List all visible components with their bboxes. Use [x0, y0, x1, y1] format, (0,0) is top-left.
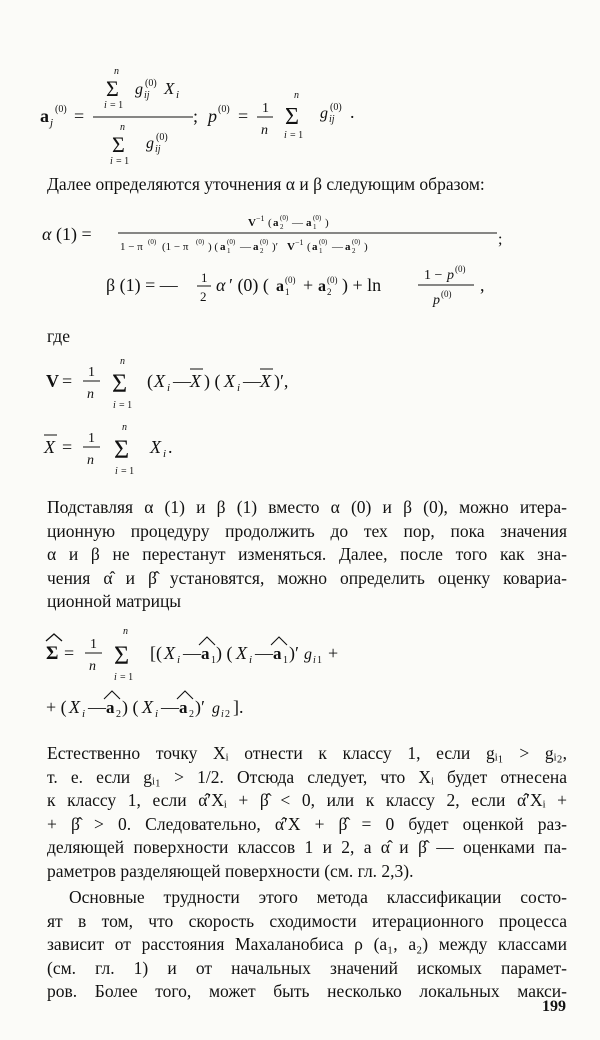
svg-text:X: X	[236, 643, 247, 663]
svg-text:n: n	[122, 422, 127, 433]
svg-text:i: i	[237, 382, 241, 394]
svg-text:= 1: = 1	[290, 130, 304, 141]
svg-text:X: X	[150, 437, 161, 457]
where-label: где	[47, 326, 70, 346]
svg-text:i: i	[313, 655, 316, 666]
svg-text:1 −: 1 −	[424, 268, 443, 283]
svg-text:—: —	[240, 241, 251, 253]
text-line: ционной матрицы	[47, 591, 182, 611]
svg-text:(0): (0)	[280, 214, 289, 222]
svg-text:a: a	[106, 698, 115, 717]
svg-text:p: p	[208, 106, 217, 126]
svg-text:α: α	[42, 224, 52, 244]
svg-text:1: 1	[201, 270, 208, 285]
svg-text:—: —	[243, 371, 261, 391]
svg-text:=: =	[238, 106, 249, 126]
svg-text:1: 1	[88, 365, 95, 380]
svg-text:g: g	[135, 81, 143, 98]
svg-text:g: g	[304, 646, 312, 663]
svg-text:2: 2	[189, 709, 194, 720]
svg-text:(0): (0)	[319, 238, 328, 246]
svg-text:) (: ) (	[122, 697, 139, 717]
svg-text:): )	[364, 241, 368, 253]
svg-text:) (: ) (	[204, 371, 221, 391]
svg-text:X: X	[224, 371, 235, 391]
svg-text:n: n	[114, 66, 119, 77]
svg-text:—: —	[183, 643, 201, 663]
svg-text:p: p	[433, 293, 440, 308]
svg-text:1: 1	[262, 101, 269, 116]
svg-text:i: i	[110, 156, 113, 167]
svg-text:′ (0) (: ′ (0) (	[229, 275, 269, 295]
svg-text:)′,: )′,	[274, 371, 289, 391]
text-line: деляющей поверхности классов 1 и 2, а α̂ и β̂ — оценками па-	[47, 837, 567, 857]
svg-text:.: .	[350, 102, 355, 122]
svg-text:i: i	[114, 672, 117, 683]
svg-text:—: —	[292, 217, 303, 229]
svg-text:n: n	[120, 356, 125, 367]
svg-text:= 1: = 1	[119, 400, 133, 411]
svg-text:a: a	[273, 644, 282, 663]
text-line: т. е. если gᵢ₁ > 1/2. Отсюда следует, что Xᵢ будет отнесена	[47, 766, 567, 787]
svg-text:(0): (0)	[227, 238, 236, 246]
svg-text:=: =	[74, 106, 85, 126]
svg-text:2: 2	[327, 287, 332, 297]
svg-text:—: —	[255, 643, 273, 663]
svg-text:X: X	[154, 371, 165, 391]
svg-text:(0): (0)	[441, 289, 452, 299]
svg-text:+ (: + (	[46, 697, 67, 717]
svg-text:i: i	[163, 448, 167, 460]
svg-text:)′: )′	[289, 643, 299, 663]
svg-text:X: X	[164, 79, 175, 98]
text-line: Основные трудности этого метода классификации состо-	[69, 887, 567, 907]
svg-text:(0): (0)	[196, 238, 205, 246]
svg-text:1 − π: 1 − π	[120, 241, 143, 253]
svg-text:Σ: Σ	[285, 104, 299, 130]
svg-text:)′: )′	[195, 697, 205, 717]
svg-text:X: X	[44, 437, 55, 457]
svg-text:.: .	[168, 437, 173, 457]
svg-text:].: ].	[233, 697, 244, 717]
svg-text:—: —	[88, 697, 106, 717]
svg-text:(0): (0)	[313, 214, 322, 222]
svg-text:1: 1	[227, 247, 231, 255]
svg-text:j: j	[50, 117, 54, 129]
svg-text:(0): (0)	[55, 104, 67, 115]
svg-text:V: V	[248, 217, 256, 229]
text-line: Подставляя α (1) и β (1) вместо α (0) и β (0), можно итера-	[47, 497, 567, 517]
svg-text:=: =	[62, 437, 73, 457]
svg-text:(0): (0)	[352, 238, 361, 246]
svg-text:a: a	[312, 241, 318, 253]
svg-text:(1) =: (1) =	[56, 224, 92, 244]
svg-text:2: 2	[225, 709, 230, 720]
svg-text:g: g	[212, 700, 220, 717]
text-line: (см. гл. 1) и от начальных значений искомых парамет-	[47, 957, 567, 978]
svg-text:a: a	[253, 241, 259, 253]
svg-text:,: ,	[480, 275, 485, 295]
svg-text:i: i	[113, 400, 116, 411]
svg-text:Σ: Σ	[46, 643, 59, 664]
page-number: 199	[542, 998, 566, 1015]
svg-text:i: i	[284, 130, 287, 141]
svg-text:1: 1	[88, 431, 95, 446]
svg-text:g: g	[146, 135, 154, 152]
svg-text:) (: ) (	[216, 643, 233, 663]
svg-text:;: ;	[193, 106, 199, 126]
svg-text:= 1: = 1	[110, 100, 124, 111]
svg-text:i: i	[176, 89, 180, 101]
svg-text:a: a	[201, 644, 210, 663]
svg-text:1: 1	[285, 287, 290, 297]
svg-text:a: a	[179, 698, 188, 717]
svg-text:2: 2	[352, 247, 356, 255]
svg-text:ij: ij	[155, 144, 161, 155]
svg-text:+: +	[303, 275, 314, 295]
svg-text:2: 2	[200, 289, 207, 304]
svg-text:)′: )′	[272, 241, 279, 253]
svg-text:Σ: Σ	[106, 76, 119, 101]
svg-text:Σ: Σ	[114, 641, 130, 670]
svg-text:=: =	[62, 371, 73, 391]
svg-text:(0): (0)	[260, 238, 269, 246]
svg-text:[(: [(	[150, 643, 162, 663]
svg-text:(0): (0)	[327, 275, 338, 285]
svg-text:2: 2	[116, 709, 121, 720]
svg-text:;: ;	[498, 231, 503, 248]
svg-text:+: +	[328, 643, 339, 663]
svg-text:n: n	[123, 626, 128, 637]
svg-text:(1 − π: (1 − π	[162, 241, 189, 253]
svg-text:(0): (0)	[218, 104, 230, 115]
svg-text:n: n	[294, 90, 299, 101]
svg-text:a: a	[220, 241, 226, 253]
svg-text:ij: ij	[144, 90, 150, 101]
svg-text:V: V	[287, 241, 295, 253]
svg-text:Σ: Σ	[112, 132, 125, 157]
text-line: α и β не перестанут изменяться. Далее, после того как зна-	[47, 544, 567, 564]
svg-text:β (1) = —: β (1) = —	[106, 275, 178, 295]
svg-text:Σ: Σ	[114, 435, 130, 464]
svg-text:n: n	[120, 122, 125, 133]
svg-text:−1: −1	[295, 238, 304, 247]
svg-text:2: 2	[260, 247, 264, 255]
svg-text:) + ln: ) + ln	[342, 275, 382, 295]
paragraph-difficulties	[47, 886, 567, 1004]
intro-sentence: Далее определяются уточнения α и β следующим образом:	[47, 174, 485, 194]
svg-text:p: p	[447, 268, 454, 283]
svg-text:(0): (0)	[330, 102, 342, 113]
svg-text:n: n	[261, 123, 268, 138]
svg-text:i: i	[82, 708, 86, 720]
svg-text:i: i	[104, 100, 107, 111]
svg-text:i: i	[167, 382, 171, 394]
svg-text:(0): (0)	[148, 238, 157, 246]
svg-text:(: (	[147, 371, 153, 391]
svg-text:1: 1	[90, 637, 97, 652]
svg-text:(0): (0)	[455, 264, 466, 274]
text-line: ционную процедуру продолжить до тех пор, пока значения	[47, 520, 567, 541]
svg-text:a: a	[273, 217, 279, 229]
svg-text:Σ: Σ	[112, 369, 128, 398]
svg-text:X: X	[142, 697, 153, 717]
svg-text:n: n	[87, 453, 94, 468]
svg-text:=: =	[64, 643, 75, 663]
svg-text:X: X	[190, 371, 201, 391]
svg-text:V: V	[46, 371, 59, 391]
svg-text:a: a	[40, 106, 49, 126]
svg-text:i: i	[221, 709, 224, 720]
svg-text:a: a	[318, 278, 326, 295]
svg-text:n: n	[87, 387, 94, 402]
svg-text:i: i	[177, 654, 181, 666]
text-line: ров. Более того, может быть несколько локальных макси-	[47, 981, 567, 1001]
svg-text:1: 1	[211, 655, 216, 666]
svg-text:(0): (0)	[285, 275, 296, 285]
svg-text:) (: ) (	[208, 241, 219, 253]
svg-text:= 1: = 1	[121, 466, 135, 477]
svg-text:n: n	[89, 659, 96, 674]
text-line: ят в том, что скорость сходимости итерационного процесса	[47, 910, 567, 931]
svg-text:X: X	[260, 371, 271, 391]
svg-text:(0): (0)	[156, 132, 168, 143]
svg-text:= 1: = 1	[120, 672, 134, 683]
svg-text:1: 1	[283, 655, 288, 666]
svg-text:g: g	[320, 105, 328, 122]
svg-text:(: (	[307, 241, 311, 253]
svg-text:—: —	[161, 697, 179, 717]
svg-text:2: 2	[280, 223, 284, 231]
text-line: чения α̂ и β̂ установятся, можно определить оценку ковариа-	[47, 567, 567, 588]
svg-text:—: —	[332, 241, 343, 253]
text-line: раметров разделяющей поверхности (см. гл. 2,3).	[47, 860, 414, 881]
svg-text:= 1: = 1	[116, 156, 130, 167]
svg-text:): )	[325, 217, 329, 229]
svg-text:a: a	[345, 241, 351, 253]
svg-text:ij: ij	[329, 114, 335, 125]
svg-text:i: i	[115, 466, 118, 477]
svg-text:i: i	[155, 708, 159, 720]
svg-text:a: a	[276, 278, 284, 295]
svg-text:—: —	[173, 371, 191, 391]
text-line: к классу 1, если α̂′Xᵢ + β̂ < 0, или к классу 2, если α̂′Xᵢ +	[47, 790, 567, 810]
svg-text:−1: −1	[256, 214, 265, 223]
text-line: Естественно точку Xᵢ отнести к классу 1, если gᵢ₁ > gᵢ₂,	[47, 743, 567, 763]
svg-text:i: i	[249, 654, 253, 666]
paragraph-classification-rule	[47, 742, 567, 883]
svg-text:1: 1	[317, 655, 322, 666]
svg-text:(0): (0)	[145, 78, 157, 89]
svg-text:a: a	[306, 217, 312, 229]
text-line: зависит от расстояния Махаланобиса ρ (a₁, a₂) между классами	[47, 934, 567, 954]
text-line: + β̂ > 0. Следовательно, α̂′X + β̂ = 0 будет оценкой раз-	[47, 813, 567, 834]
svg-text:1: 1	[319, 247, 323, 255]
svg-text:(: (	[268, 217, 272, 229]
svg-text:X: X	[69, 697, 80, 717]
svg-text:X: X	[164, 643, 175, 663]
svg-text:1: 1	[313, 223, 317, 231]
svg-text:α: α	[216, 275, 226, 295]
